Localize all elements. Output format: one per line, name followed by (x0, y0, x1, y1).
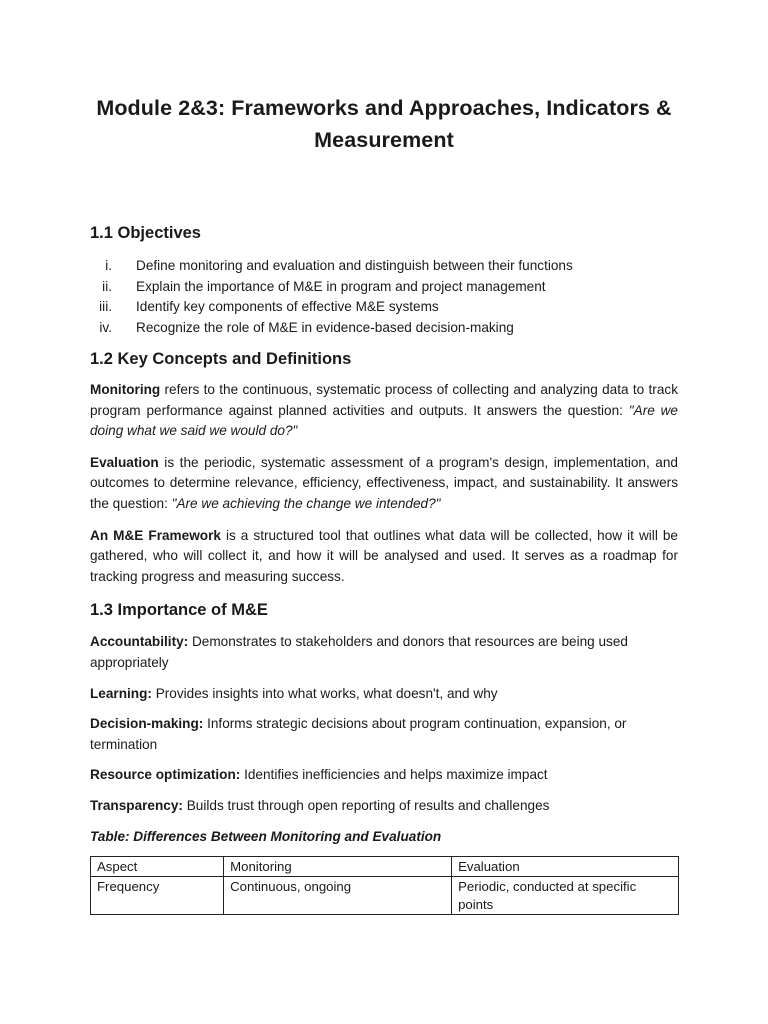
importance-term: Learning: (90, 685, 152, 701)
importance-term: Transparency: (90, 797, 183, 813)
section-heading-key-concepts: 1.2 Key Concepts and Definitions (90, 350, 352, 368)
list-item (90, 297, 678, 318)
list-item-text: Identify key components of effective M&E systems (136, 299, 439, 314)
table-cell: Continuous, ongoing (224, 876, 452, 914)
importance-term: Accountability: (90, 634, 189, 650)
importance-text: Identifies inefficiencies and helps maximize impact (240, 767, 548, 783)
term-framework: An M&E Framework (90, 527, 221, 543)
importance-text: Demonstrates to stakeholders and donors that resources are being used appropriately (90, 634, 628, 670)
definition-quote: "Are we doing what we said we would do?" (90, 402, 678, 439)
term-monitoring: Monitoring (90, 382, 161, 397)
framework-definition (90, 526, 678, 588)
list-number: iii. (99, 299, 112, 314)
definition-text: refers to the continuous, systematic process of collecting and analyzing data to track program performance against planned activities and outputs. It answers the question: (90, 382, 678, 418)
list-number: i. (105, 258, 112, 273)
term-evaluation: Evaluation (90, 454, 159, 470)
list-number: iv. (99, 319, 112, 335)
table-header-cell: Monitoring (224, 856, 452, 876)
definition-text: is a structured tool that outlines what data will be collected, how it will be gathered, who will collect it, and how it will be analysed and used. It serves as a roadmap for tracking progress and measuring success. (90, 527, 678, 584)
list-number: ii. (102, 278, 112, 294)
page-title: Module 2&3: Frameworks and Approaches, Indicators & Measurement (96, 96, 672, 152)
table-cell: Frequency (91, 876, 224, 914)
section-heading-objectives: 1.1 Objectives (90, 224, 201, 242)
definition-text: is the periodic, systematic assessment of a program's design, implementation, and outcomes to determine relevance, efficiency, effectiveness, impact, and sustainability. It answers the question: (90, 454, 678, 511)
list-item-text: Define monitoring and evaluation and distinguish between their functions (136, 258, 573, 273)
evaluation-definition (90, 453, 678, 515)
importance-item (90, 714, 678, 755)
importance-item (90, 765, 678, 786)
table-caption: Table: Differences Between Monitoring and Evaluation (90, 828, 442, 844)
table-header-row (91, 856, 679, 876)
importance-text: Informs strategic decisions about program continuation, expansion, or termination (90, 716, 627, 752)
table-row (91, 876, 679, 914)
monitoring-definition (90, 380, 678, 442)
importance-item (90, 684, 678, 705)
document-page (90, 92, 678, 915)
importance-text: Provides insights into what works, what doesn't, and why (151, 685, 498, 701)
section-heading-importance: 1.3 Importance of M&E (90, 601, 268, 620)
definition-quote: "Are we achieving the change we intended?" (171, 495, 441, 511)
importance-term: Resource optimization: (90, 767, 241, 783)
list-item-text: Recognize the role of M&E in evidence-based decision-making (136, 319, 514, 335)
importance-term: Decision-making: (90, 716, 204, 732)
list-item-text: Explain the importance of M&E in program and project management (136, 278, 546, 294)
comparison-table (90, 856, 679, 915)
importance-text: Builds trust through open reporting of results and challenges (182, 797, 550, 813)
objectives-list (90, 256, 678, 338)
list-item (90, 256, 678, 277)
table-header-cell: Evaluation (452, 856, 679, 876)
table-header-cell: Aspect (91, 856, 224, 876)
importance-item (90, 796, 678, 817)
list-item (90, 277, 678, 298)
list-item (90, 318, 678, 339)
table-cell: Periodic, conducted at specific points (452, 876, 679, 914)
importance-item (90, 632, 678, 673)
